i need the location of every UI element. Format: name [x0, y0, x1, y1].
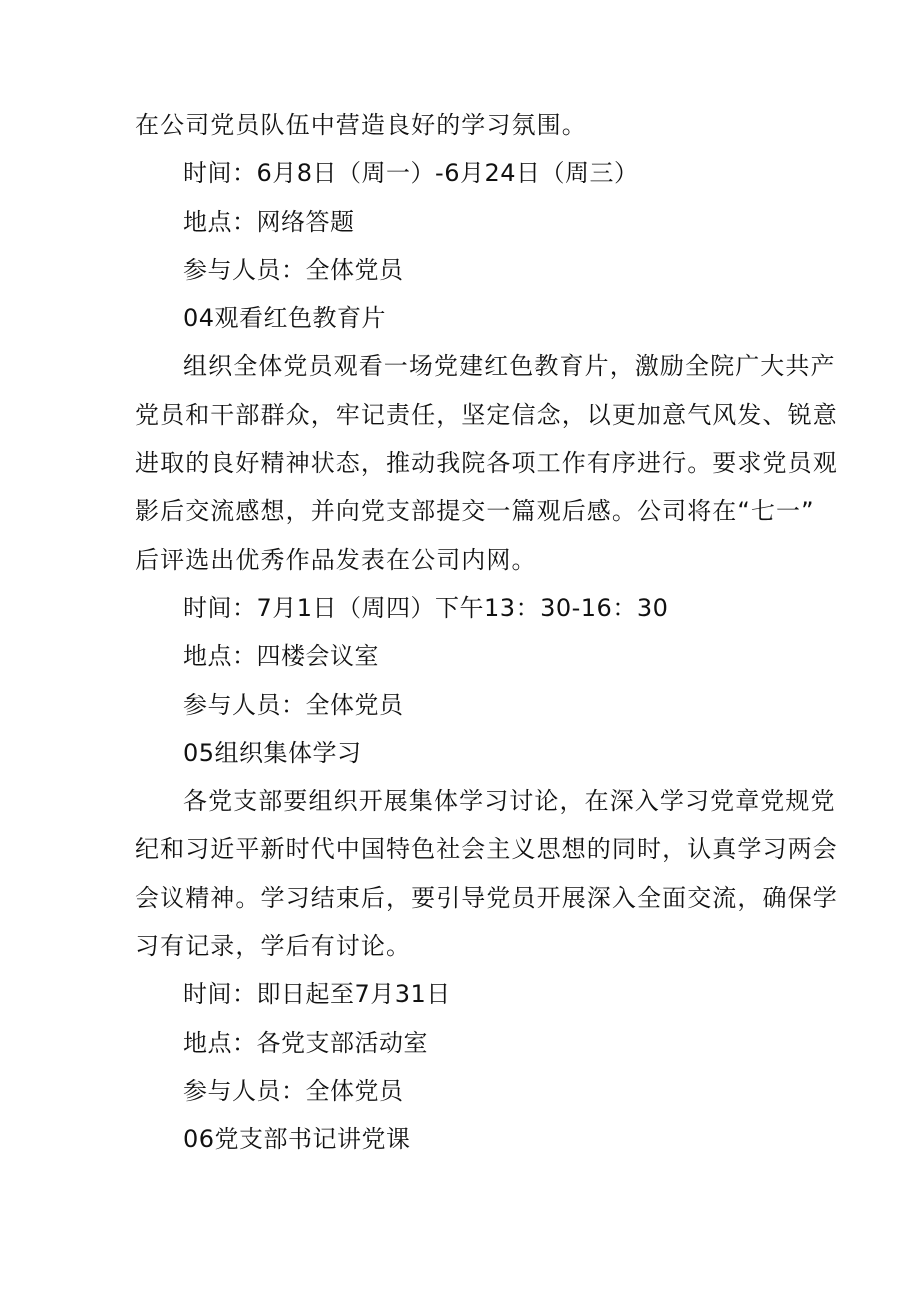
section-heading-05: 05组织集体学习 — [183, 738, 362, 767]
time-line: 时间：7月1日（周四）下午13：30-16：30 — [183, 593, 669, 622]
paragraph-line: 进取的良好精神状态，推动我院各项工作有序进行。要求党员观 — [135, 449, 838, 478]
paragraph-line: 组织全体党员观看一场党建红色教育片，激励全院广大共产 — [183, 352, 836, 381]
participants-line: 参与人员：全体党员 — [183, 1076, 404, 1105]
paragraph-line: 会议精神。学习结束后，要引导党员开展深入全面交流，确保学 — [135, 883, 838, 912]
location-line: 地点：网络答题 — [183, 207, 355, 236]
participants-line: 参与人员：全体党员 — [183, 690, 404, 719]
paragraph-line: 在公司党员队伍中营造良好的学习氛围。 — [135, 111, 587, 139]
location-line: 地点：四楼会议室 — [183, 642, 379, 671]
paragraph-line: 各党支部要组织开展集体学习讨论，在深入学习党章党规党 — [183, 787, 836, 816]
time-line: 时间：即日起至7月31日 — [183, 980, 451, 1009]
paragraph-line: 习有记录，学后有讨论。 — [135, 932, 412, 961]
paragraph-line: 纪和习近平新时代中国特色社会主义思想的同时，认真学习两会 — [135, 835, 838, 864]
section-heading-04: 04观看红色教育片 — [183, 304, 387, 333]
paragraph-line: 影后交流感想，并向党支部提交一篇观后感。公司将在“七一” — [135, 497, 815, 526]
paragraph-line: 后评选出优秀作品发表在公司内网。 — [135, 545, 537, 574]
section-heading-06: 06党支部书记讲党课 — [183, 1125, 411, 1154]
location-line: 地点：各党支部活动室 — [183, 1028, 428, 1057]
paragraph-line: 党员和干部群众，牢记责任，坚定信念，以更加意气风发、锐意 — [135, 400, 838, 429]
participants-line: 参与人员：全体党员 — [183, 255, 404, 284]
document-body — [135, 101, 838, 1164]
time-line: 时间：6月8日（周一）-6月24日（周三） — [183, 159, 639, 188]
